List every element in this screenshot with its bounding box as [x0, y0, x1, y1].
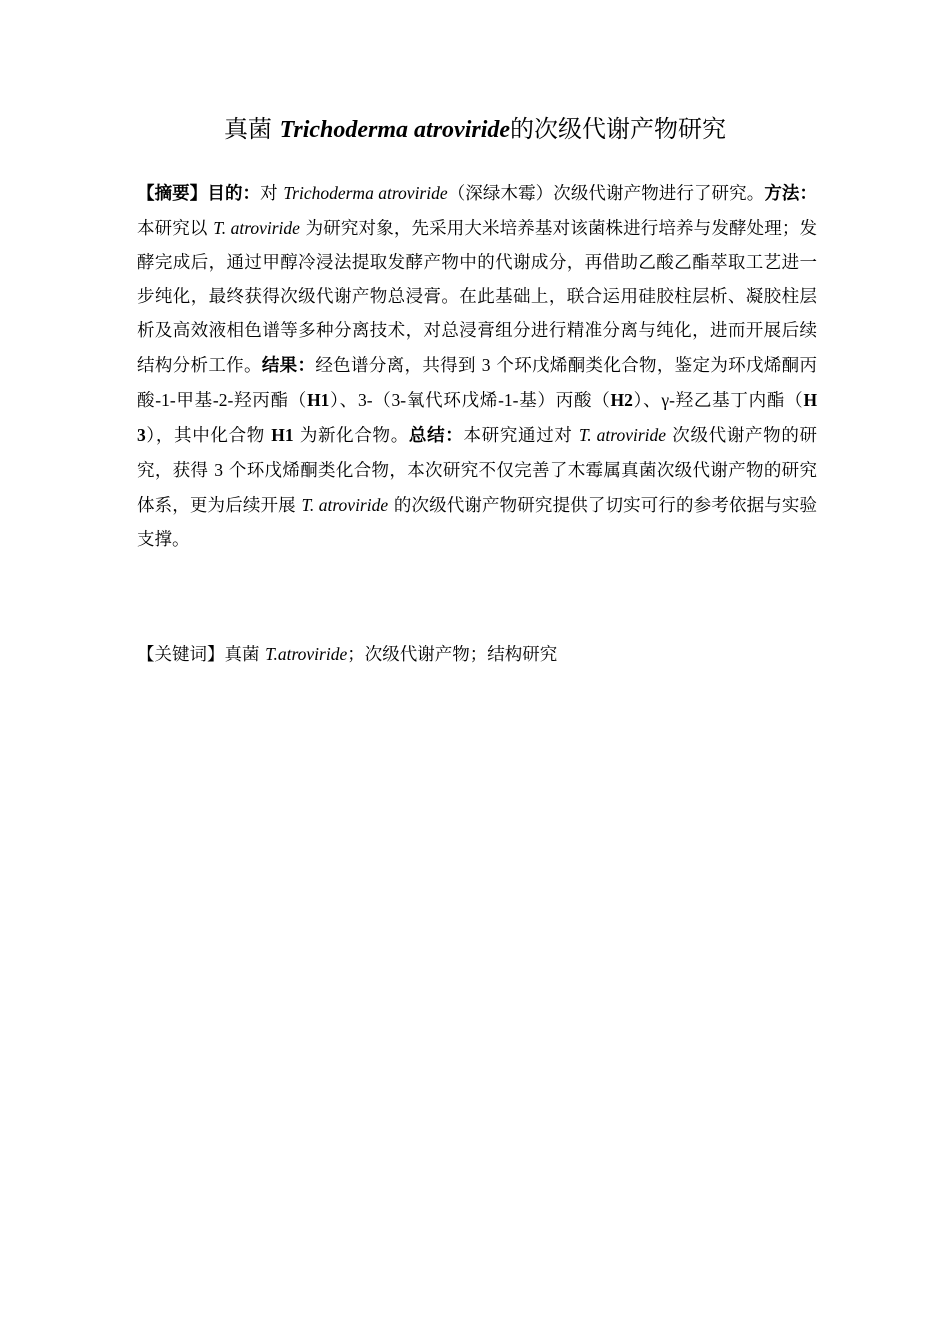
compound-h3: H3	[137, 390, 818, 445]
methods-text-b: 为研究对象，先采用大米培养基对该菌株进行培养与发酵处理；发酵完成后，通过甲醇冷浸法提取发酵产物中的代谢成分，再借助乙酸乙酯萃取工艺进一步纯化，最终获得次级代谢产物总浸膏。在此基础上，联合运用硅胶柱层析、凝胶柱层析及高效液相色谱等多种分离技术，对总浸膏组分进行精准分离与纯化，进而开展后续结构分析工作。	[137, 219, 818, 376]
results-text-d: 甲基	[175, 391, 213, 411]
results-text-o: ）、	[632, 391, 662, 411]
compound-h1-new: H1	[271, 425, 294, 445]
results-count: 3	[481, 355, 491, 375]
abstract-paragraph	[137, 176, 817, 557]
objective-latin: Trichoderma atroviride	[283, 183, 448, 203]
results-text-b: 个环戊烯酮类化合物，鉴定为环戊烯酮丙酸	[137, 356, 818, 411]
results-text-q: ），其中化合物	[145, 426, 272, 446]
keywords-label: 【关键词】	[137, 645, 225, 665]
keywords-text-b: ；次级代谢产物；结构研究	[347, 645, 558, 665]
results-text-e: -2-	[212, 390, 234, 410]
conclusion-text-c: 个环戊烯酮类化合物，本次研究不仅完善了木霉属真菌次级代谢产物的研究体系，更为后续开展	[137, 461, 818, 516]
results-text-p: 羟乙基丁内酯（	[674, 391, 804, 411]
objective-text-a: 对	[260, 184, 284, 204]
results-text-r: 为新化合物。	[293, 426, 409, 446]
results-text-i: （	[372, 391, 392, 411]
keywords-text-a: 真菌	[224, 645, 266, 665]
results-text-a: 经色谱分离，共得到	[315, 356, 482, 376]
paper-title	[0, 111, 950, 148]
abstract-label: 【摘要】	[137, 184, 208, 204]
results-text-c: -1-	[155, 390, 176, 410]
results-text-m: 基）丙酸（	[518, 391, 611, 411]
conclusion-text-b: 次级代谢产物的研究，获得	[137, 426, 818, 481]
results-label: 结果：	[261, 356, 316, 376]
conclusion-latin-2: T. atroviride	[301, 495, 389, 515]
results-gamma: γ-	[661, 390, 675, 410]
objective-label: 目的：	[207, 184, 261, 204]
conclusion-label: 总结：	[408, 426, 464, 446]
conclusion-text-d: 的次级代谢产物研究提供了切实可行的参考依据与实验支撑。	[137, 496, 818, 550]
compound-h1: H1	[307, 390, 330, 410]
title-latin-name: Trichoderma atroviride	[279, 117, 511, 143]
conclusion-latin: T. atroviride	[578, 425, 667, 445]
results-text-g: ）、	[329, 391, 358, 411]
conclusion-text-a: 本研究通过对	[463, 426, 579, 446]
results-text-k: 氧代环戊烯	[406, 391, 499, 411]
keywords-line	[137, 637, 817, 672]
results-text-j: 3-	[391, 390, 407, 410]
methods-label: 方法：	[764, 184, 818, 204]
conclusion-count: 3	[214, 460, 223, 480]
methods-text-a: 本研究以	[137, 219, 214, 239]
results-text-h: 3-	[357, 390, 373, 410]
results-text-l: -1-	[498, 390, 519, 410]
results-text-f: 羟丙酯（	[233, 391, 308, 411]
keywords-latin: T.atroviride	[265, 644, 348, 664]
methods-latin: T. atroviride	[213, 218, 300, 238]
compound-h2: H2	[610, 390, 633, 410]
title-suffix: 的次级代谢产物研究	[510, 115, 727, 143]
title-prefix: 真菌	[223, 115, 280, 143]
objective-text-b: （深绿木霉）次级代谢产物进行了研究。	[447, 184, 765, 204]
